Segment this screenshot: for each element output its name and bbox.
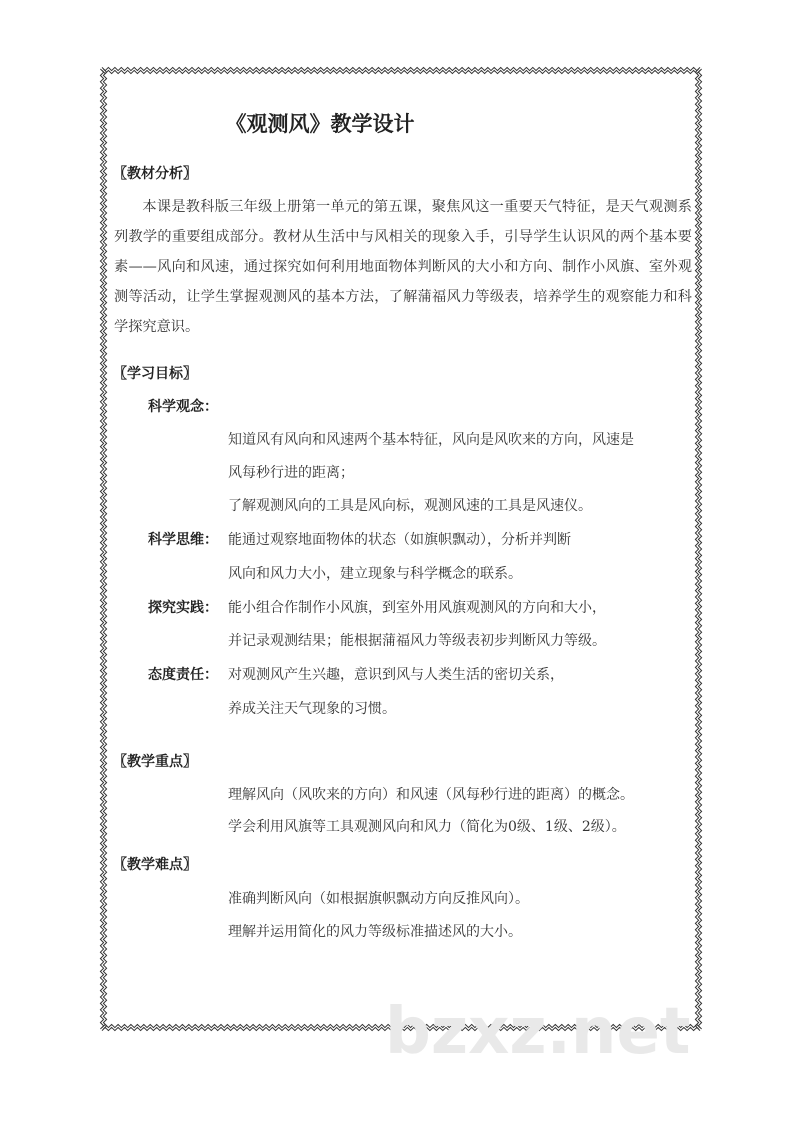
key-point-line: 学会利用风旗等工具观测风向和风力（简化为0级、1级、2级）。 xyxy=(228,819,626,835)
watermark: bzxz.net xyxy=(385,995,691,1069)
difficulty-line: 准确判断风向（如根据旗帜飘动方向反推风向）。 xyxy=(228,891,529,907)
practice-line: 能小组合作制作小风旗，到室外用风旗观测风的方向和大小， xyxy=(228,600,606,616)
key-point-line: 理解风向（风吹来的方向）和风速（风每秒行进的距离）的概念。 xyxy=(228,787,634,803)
attitude-line: 对观测风产生兴趣，意识到风与人类生活的密切关系， xyxy=(228,667,564,683)
thinking-line: 风向和风力大小，建立现象与科学概念的联系。 xyxy=(228,566,522,582)
document-title: 《观测风》教学设计 xyxy=(225,112,415,136)
label-inquiry-practice: 探究实践： xyxy=(148,600,218,616)
heading-key-points: 〖教学重点〗 xyxy=(113,754,197,770)
concept-line: 风每秒行进的距离； xyxy=(228,465,354,481)
attitude-line: 养成关注天气现象的习惯。 xyxy=(228,701,396,717)
concept-line: 了解观测风向的工具是风向标，观测风速的工具是风速仪。 xyxy=(228,498,592,514)
heading-analysis: 〖教材分析〗 xyxy=(113,166,197,182)
heading-goals: 〖学习目标〗 xyxy=(113,366,197,382)
label-science-thinking: 科学思维： xyxy=(148,532,218,548)
concept-line: 知道风有风向和风速两个基本特征，风向是风吹来的方向，风速是 xyxy=(228,432,634,448)
difficulty-line: 理解并运用简化的风力等级标准描述风的大小。 xyxy=(228,924,522,940)
thinking-line: 能通过观察地面物体的状态（如旗帜飘动），分析并判断 xyxy=(228,532,571,548)
label-science-concept: 科学观念： xyxy=(148,399,218,415)
analysis-paragraph: 本课是教科版三年级上册第一单元的第五课，聚焦风这一重要天气特征，是天气观测系列教学的重要组成部分。教材从生活中与风相关的现象入手，引导学生认识风的两个基本要素——风向和风速，通过探究如何利用地面物体判断风的大小和方向、制作小风旗、室外观测等活动，让学生掌握观测风的基本方法，了解蒲福风力等级表，培养学生的观察能力和科学探究意识。 xyxy=(114,199,692,335)
heading-difficulties: 〖教学难点〗 xyxy=(113,857,197,873)
practice-line: 并记录观测结果；能根据蒲福风力等级表初步判断风力等级。 xyxy=(228,633,606,649)
label-attitude: 态度责任： xyxy=(148,667,218,683)
